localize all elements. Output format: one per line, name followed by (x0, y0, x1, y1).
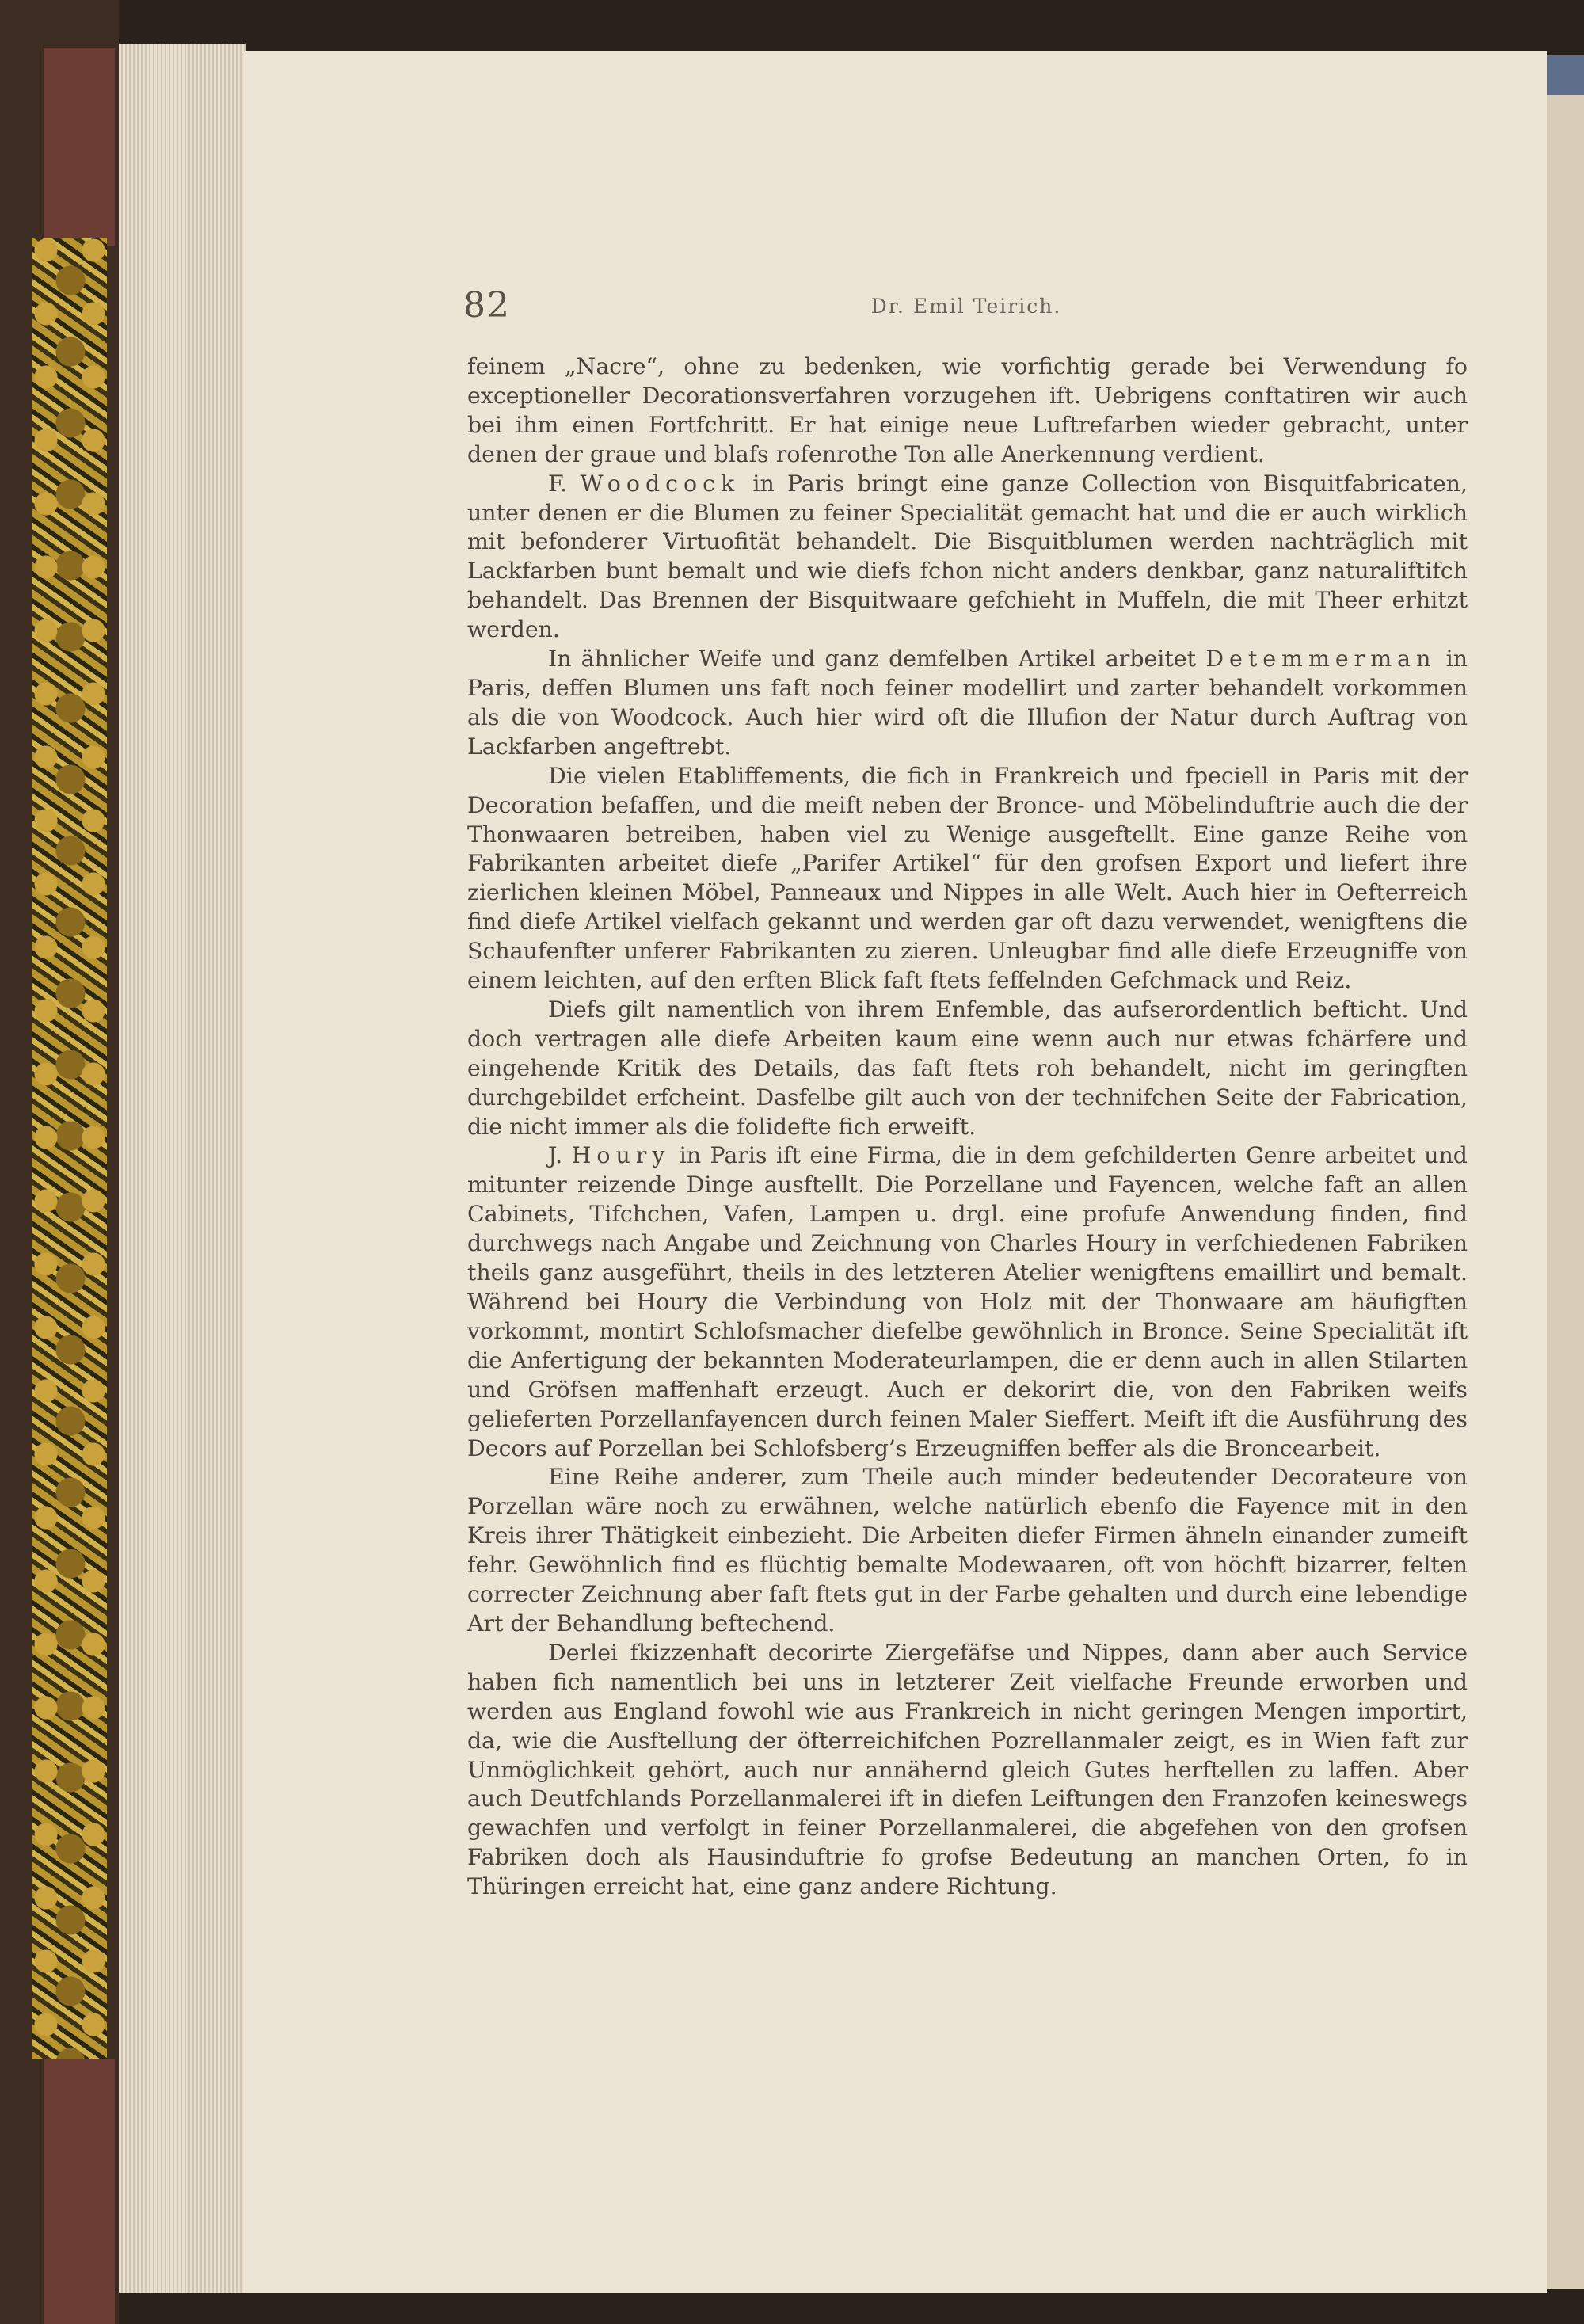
text-run: Eine Reihe anderer, zum Theile auch minder bedeutender Decorateure von Porzellan wäre noch zu erwähnen, welche natürlich ebenfo die Fayence mit in den Kreis ihrer Thätigkeit einbezieht. Die Arbeiten diefer Firmen ähneln einander zumeift fehr. Gewöhnlich find es flüchtig bemalte Modewaaren, oft von höchft bizarrer, felten correcter Zeichnung aber faft ftets gut in der Farbe gehalten und durch eine lebendige Art der Behandlung beftechend. (467, 1464, 1468, 1636)
marbled-cover (32, 238, 107, 2059)
text-run: J. (548, 1142, 572, 1169)
paragraph (467, 762, 1468, 996)
text-run: F. (548, 470, 581, 497)
paragraph (467, 470, 1468, 645)
paragraph (467, 645, 1468, 762)
paragraph (467, 1463, 1468, 1638)
leather-spine-top (44, 48, 115, 246)
text-run: In ähnlicher Weife und ganz demfelben Artikel arbeitet (548, 646, 1206, 672)
text-run: Die vielen Etabliffements, die fich in Frankreich und fpeciell in Paris mit der Decoration befaffen, und die meift neben der Bronce- und Möbelinduftrie auch die der Thonwaaren betreiben, haben viel zu Wenige ausgeftellt. Eine ganze Reihe von Fabrikanten arbeitet diefe „Parifer Artikel“ für den grofsen Export und liefert ihre zierlichen kleinen Möbel, Panneaux und Nippes in alle Welt. Auch hier in Oefterreich find diefe Artikel vielfach gekannt und werden gar oft dazu verwendet, wenigftens die Schaufenfter unferer Fabrikanten zu zieren. Unleugbar find alle diefe Erzeugniffe von einem leichten, auf den erften Blick faft ftets feffelnden Gefchmack und Reiz. (467, 762, 1468, 994)
spaced-name: Detemmerman (1205, 646, 1437, 672)
text-run: in Paris, deffen Blumen uns faft noch feiner modellirt und zarter behandelt vorkommen als die von Woodcock. Auch hier wird oft die Illufion der Natur durch Auftrag von Lackfarben angeftrebt. (467, 646, 1468, 760)
paragraph (467, 1639, 1468, 1902)
paragraph (467, 1141, 1468, 1463)
running-title: Dr. Emil Teirich. (870, 295, 1062, 318)
paragraph (467, 996, 1468, 1142)
page-number: 82 (463, 285, 511, 326)
text-run: in Paris ift eine Firma, die in dem gefchilderten Genre arbeitet und mitunter reizende Dinge ausftellt. Die Porzellane und Fayencen, welche faft an allen Cabinets, Tifchchen, Vafen, Lampen u. drgl. eine profufe Anwendung finden, find durchwegs nach Angabe und Zeichnung von Charles Houry in verfchiedenen Fabriken theils ganz ausgeführt, theils in des letzteren Atelier wenigftens emaillirt und bemalt. Während bei Houry die Verbindung von Holz mit der Thonwaare am häufigften vorkommt, montirt Schlofsmacher diefelbe gewöhnlich in Bronce. Seine Specialität ift die Anfertigung der bekannten Moderateurlampen, die er denn auch in allen Stilarten und Gröfsen maffenhaft erzeugt. Auch er dekorirt die, von den Fabriken weifs gelieferten Porzellanfayencen durch feinen Maler Sieffert. Meift ift die Ausführung des Decors auf Porzellan bei Schlofsberg’s Erzeugniffen beffer als die Broncearbeit. (467, 1142, 1468, 1461)
body-text (467, 352, 1468, 1902)
page-edges (119, 44, 246, 2293)
text-run: in Paris bringt eine ganze Collection von Bisquitfabricaten, unter denen er die Blumen zu feiner Specialität gemacht hat und die er auch wirklich mit befonderer Virtuofität behandelt. Die Bisquitblumen werden nachträglich mit Lackfarben bunt bemalt und wie diefs fchon nicht anders denkbar, ganz naturaliftifch behandelt. Das Brennen der Bisquitwaare gefchieht in Muffeln, die mit Theer erhitzt werden. (467, 470, 1468, 643)
spaced-name: Houry (571, 1142, 671, 1169)
leather-spine-bottom (44, 2059, 115, 2324)
text-run: Diefs gilt namentlich von ihrem Enfemble, das aufserordentlich befticht. Und doch vertragen alle diefe Arbeiten kaum eine wenn auch nur etwas fchärfere und eingehende Kritik des Details, das faft ftets roh behandelt, nicht im geringften durchgebildet erfcheint. Dasfelbe gilt auch von der technifchen Seite der Fabrication, die nicht immer als die folidefte fich erweift. (467, 996, 1468, 1140)
spaced-name: Woodcock (580, 470, 741, 497)
paragraph (467, 352, 1468, 470)
book-cover-right (1544, 55, 1584, 2289)
text-run: Derlei fkizzenhaft decorirte Ziergefäfse und Nippes, dann aber auch Service haben fich namentlich bei uns in letzterer Zeit vielfache Freunde erworben und werden aus England fowohl wie aus Frankreich in nicht geringen Mengen importirt, da, wie die Ausftellung der öfterreichifchen Pozrellanmaler zeigt, es in Wien faft zur Unmöglichkeit gehört, auch nur annähernd gleich Gutes herftellen zu laffen. Aber auch Deutfchlands Porzellanmalerei ift in diefen Leiftungen den Franzofen keineswegs gewachfen und verfolgt in feiner Porzellanmalerei, die abgefehen von den grofsen Fabriken doch als Hausinduftrie fo grofse Bedeutung an manchen Orten, fo in Thüringen erreicht hat, eine ganz andere Richtung. (467, 1639, 1468, 1900)
running-head (463, 285, 1469, 333)
text-run: feinem „Nacre“, ohne zu bedenken, wie vorfichtig gerade bei Verwendung fo exceptioneller Decorationsverfahren vorzugehen ift. Uebrigens conftatiren wir auch bei ihm einen Fortfchritt. Er hat einige neue Luftrefarben wieder gebracht, unter denen der graue und blafs rofenrothe Ton alle Anerkennung verdient. (467, 353, 1468, 467)
